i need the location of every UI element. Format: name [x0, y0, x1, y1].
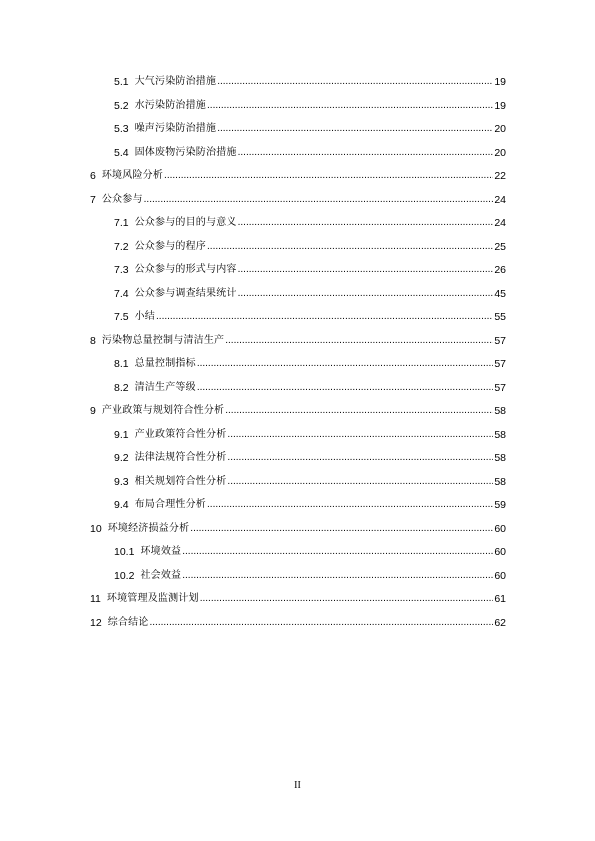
toc-entry-title: 社会效益 — [140, 570, 182, 581]
toc-entry-number: 7.4 — [114, 288, 129, 300]
toc-entry-number: 5.2 — [114, 100, 129, 112]
toc-entry-title: 公众参与的目的与意义 — [134, 217, 237, 228]
toc-entry-title: 清洁生产等级 — [134, 382, 196, 393]
toc-entry-page-number: 60 — [494, 546, 506, 558]
toc-entry[interactable] — [90, 519, 506, 535]
toc-entry[interactable] — [90, 190, 506, 206]
toc-entry[interactable] — [114, 495, 506, 511]
dot-leader — [238, 147, 494, 159]
dot-leader — [164, 170, 493, 182]
toc-entry[interactable] — [90, 331, 506, 347]
toc-entry-number: 11 — [90, 593, 101, 605]
toc-entry-page-number: 22 — [494, 170, 506, 182]
toc-entry-page-number: 62 — [494, 617, 506, 629]
toc-entry[interactable] — [114, 72, 506, 88]
dot-leader — [207, 100, 493, 112]
toc-entry-title: 布局合理性分析 — [134, 499, 207, 510]
dot-leader — [190, 523, 493, 535]
toc-entry-title: 环境经济损益分析 — [107, 523, 190, 534]
toc-entry-title: 环境效益 — [140, 546, 182, 557]
toc-entry-number: 8 — [90, 335, 96, 347]
toc-entry-title: 小结 — [134, 311, 156, 322]
toc-entry-number: 12 — [90, 617, 102, 629]
toc-entry-page-number: 57 — [494, 358, 506, 370]
toc-entry-page-number: 60 — [494, 523, 506, 535]
toc-entry-title: 公众参与调查结果统计 — [134, 288, 237, 299]
toc-entry[interactable] — [114, 378, 506, 394]
toc-entry-title: 公众参与 — [101, 194, 143, 205]
toc-entry-title: 污染物总量控制与清洁生产 — [101, 335, 225, 346]
toc-entry-number: 5.1 — [114, 76, 129, 88]
dot-leader — [227, 452, 493, 464]
toc-entry[interactable] — [114, 354, 506, 370]
dot-leader — [225, 405, 493, 417]
toc-entry-title: 公众参与的形式与内容 — [134, 264, 237, 275]
toc-entry-number: 9.2 — [114, 452, 129, 464]
toc-entry-title: 产业政策与规划符合性分析 — [101, 405, 225, 416]
toc-entry-page-number: 61 — [494, 593, 506, 605]
toc-entry-page-number: 45 — [494, 288, 506, 300]
toc-entry[interactable] — [90, 401, 506, 417]
toc-entry-number: 9.3 — [114, 476, 129, 488]
toc-entry-page-number: 25 — [494, 241, 506, 253]
toc-entry-title: 相关规划符合性分析 — [134, 476, 227, 487]
toc-entry-title: 产业政策符合性分析 — [134, 429, 227, 440]
toc-entry-title: 水污染防治措施 — [134, 100, 207, 111]
dot-leader — [207, 241, 493, 253]
toc-entry-page-number: 58 — [494, 429, 506, 441]
toc-entry-page-number: 55 — [494, 311, 506, 323]
toc-entry-number: 5.4 — [114, 147, 129, 159]
dot-leader — [150, 617, 494, 629]
toc-entry[interactable] — [114, 307, 506, 323]
toc-entry-title: 噪声污染防治措施 — [134, 123, 217, 134]
toc-entry-page-number: 19 — [494, 76, 506, 88]
toc-entry-number: 9 — [90, 405, 96, 417]
toc-entry-page-number: 57 — [494, 382, 506, 394]
toc-entry-page-number: 58 — [494, 405, 506, 417]
toc-entry-number: 7.2 — [114, 241, 129, 253]
dot-leader — [182, 546, 493, 558]
toc-entry-page-number: 58 — [494, 452, 506, 464]
toc-entry[interactable] — [114, 542, 506, 558]
toc-entry-number: 10.2 — [114, 570, 135, 582]
toc-entry[interactable] — [114, 96, 506, 112]
toc-entry[interactable] — [114, 425, 506, 441]
dot-leader — [197, 382, 494, 394]
toc-entry-number: 8.1 — [114, 358, 129, 370]
toc-entry-page-number: 20 — [494, 147, 506, 159]
toc-entry-title: 固体废物污染防治措施 — [134, 147, 237, 158]
toc-entry-page-number: 19 — [494, 100, 506, 112]
toc-entry[interactable] — [114, 213, 506, 229]
toc-entry[interactable] — [114, 472, 506, 488]
toc-entry-page-number: 24 — [494, 194, 506, 206]
toc-entry-number: 7.1 — [114, 217, 129, 229]
toc-entry-title: 公众参与的程序 — [134, 241, 207, 252]
toc-entry-number: 7.5 — [114, 311, 129, 323]
page-number-footer: II — [294, 780, 301, 791]
toc-entry-number: 10.1 — [114, 546, 135, 558]
dot-leader — [156, 311, 493, 323]
toc-entry-number: 7.3 — [114, 264, 129, 276]
dot-leader — [217, 76, 493, 88]
toc-entry[interactable] — [114, 284, 506, 300]
toc-entry-page-number: 20 — [494, 123, 506, 135]
toc-entry-page-number: 60 — [494, 570, 506, 582]
toc-entry[interactable] — [90, 166, 506, 182]
dot-leader — [238, 264, 494, 276]
toc-entry-number: 6 — [90, 170, 96, 182]
toc-entry-title: 法律法规符合性分析 — [134, 452, 227, 463]
toc-entry[interactable] — [114, 566, 506, 582]
dot-leader — [227, 429, 493, 441]
dot-leader — [182, 570, 493, 582]
dot-leader — [238, 288, 494, 300]
toc-entry-title: 环境风险分析 — [101, 170, 164, 181]
dot-leader — [217, 123, 493, 135]
toc-entry-number: 5.3 — [114, 123, 129, 135]
dot-leader — [207, 499, 493, 511]
toc-entry-number: 10 — [90, 523, 102, 535]
toc-entry-page-number: 59 — [494, 499, 506, 511]
toc-entry-page-number: 57 — [494, 335, 506, 347]
dot-leader — [227, 476, 493, 488]
toc-entry-title: 环境管理及监测计划 — [106, 593, 199, 604]
toc-entry[interactable] — [90, 589, 506, 605]
toc-entry[interactable] — [114, 260, 506, 276]
dot-leader — [238, 217, 494, 229]
toc-entry-number: 9.1 — [114, 429, 129, 441]
toc-entry-title: 大气污染防治措施 — [134, 76, 217, 87]
toc-entry-title: 综合结论 — [107, 617, 149, 628]
dot-leader — [225, 335, 493, 347]
toc-entry[interactable] — [114, 448, 506, 464]
toc-entry[interactable] — [114, 119, 506, 135]
toc-entry[interactable] — [114, 143, 506, 159]
toc-entry-number: 8.2 — [114, 382, 129, 394]
toc-entry[interactable] — [114, 237, 506, 253]
toc-entry[interactable] — [90, 613, 506, 629]
dot-leader — [200, 593, 494, 605]
dot-leader — [144, 194, 494, 206]
toc-entry-page-number: 24 — [494, 217, 506, 229]
toc-entry-number: 9.4 — [114, 499, 129, 511]
toc-entry-page-number: 26 — [494, 264, 506, 276]
toc-entry-title: 总量控制指标 — [134, 358, 196, 369]
toc-entry-number: 7 — [90, 194, 96, 206]
dot-leader — [197, 358, 494, 370]
toc-entry-page-number: 58 — [494, 476, 506, 488]
